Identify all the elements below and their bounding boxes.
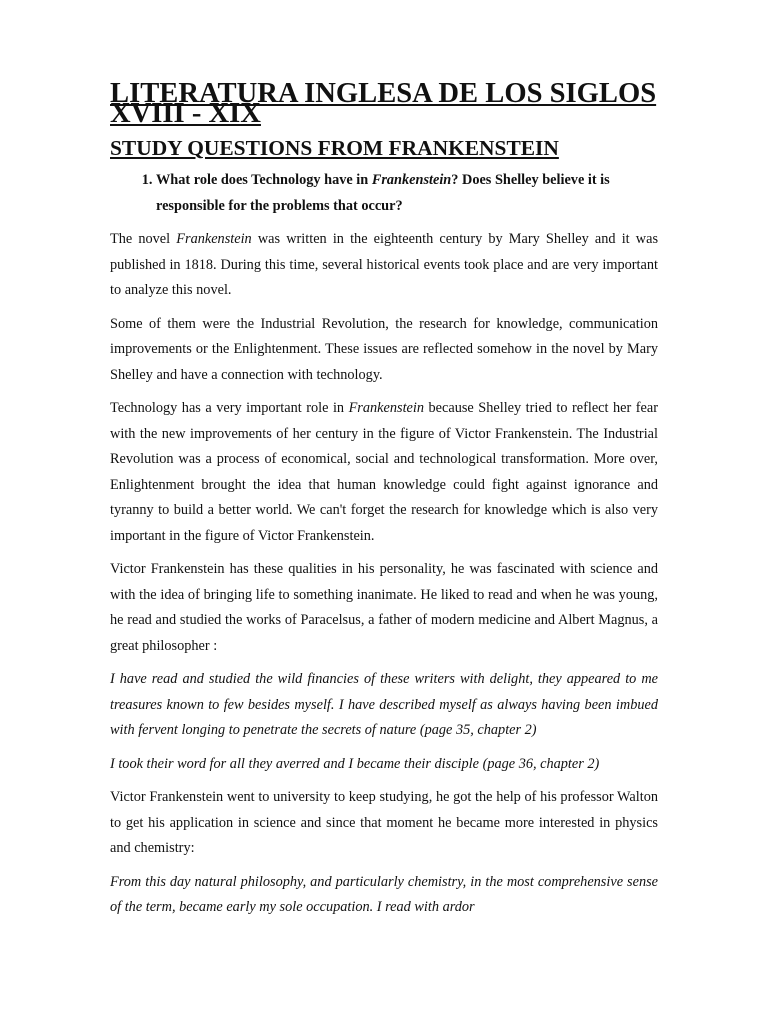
paragraph-4: Victor Frankenstein has these qualities in his personality, he was fascinated with science and with the idea of bringing life to something inanimate. He liked to read and when he was young, he read and studied the works of Paracelsus, a father of modern medicine and Albert Magnus, a great philosopher : <box>110 561 658 654</box>
section-title: STUDY QUESTIONS FROM FRANKENSTEIN <box>110 136 559 160</box>
question-list <box>110 168 658 219</box>
quote-3: From this day natural philosophy, and particularly chemistry, in the most comprehensive sense of the term, became early my sole occupation. I read with ardor <box>110 873 658 915</box>
paragraph-3-b: because Shelley tried to reflect her fear with the new improvements of her century in the figure of Victor Frankenstein. The Industrial Revolution was a process of economical, social and technological transformation. More over, Enlightenment brought the idea that human knowledge could fight against ignorance and tyranny to build a better world. We can't forget the research for knowledge which is also very important in the figure of Victor Frankenstein. <box>110 400 658 544</box>
paragraph-1 <box>110 227 658 304</box>
question-1-title-italic: Frankenstein <box>371 172 452 188</box>
question-1-text-b: ? Does Shelley believe it is responsible for the problems that occur? <box>156 172 610 214</box>
paragraph-5: Victor Frankenstein went to university to keep studying, he got the help of his professor Walton to get his application in science and since that moment he became more interested in physics and chemistry: <box>110 789 658 856</box>
course-title: LITERATURA INGLESA DE LOS SIGLOS XVIII - XIX <box>110 78 657 129</box>
quote-1: I have read and studied the wild financies of these writers with delight, they appeared to me treasures known to few besides myself. I have described myself as always having been imbued with fervent longing to penetrate the secrets of nature (page 35, chapter 2) <box>110 671 658 738</box>
paragraph-1-b: was written in the eighteenth century by Mary Shelley and it was published in 1818. During this time, several historical events took place and are very important to analyze this novel. <box>110 231 659 298</box>
paragraph-3 <box>110 396 658 549</box>
paragraph-1-a: The novel <box>110 231 177 247</box>
question-1-text-a: What role does Technology have in <box>156 172 372 188</box>
paragraph-3-italic: Frankenstein <box>348 400 425 416</box>
quote-2: I took their word for all they averred and I became their disciple (page 36, chapter 2) <box>110 755 600 772</box>
paragraph-3-a: Technology has a very important role in <box>110 400 349 416</box>
paragraph-2: Some of them were the Industrial Revolution, the research for knowledge, communication improvements or the Enlightenment. These issues are reflected somehow in the novel by Mary Shelley and have a connection with technology. <box>110 315 658 383</box>
question-1 <box>156 168 658 219</box>
paragraph-1-italic: Frankenstein <box>176 231 252 247</box>
